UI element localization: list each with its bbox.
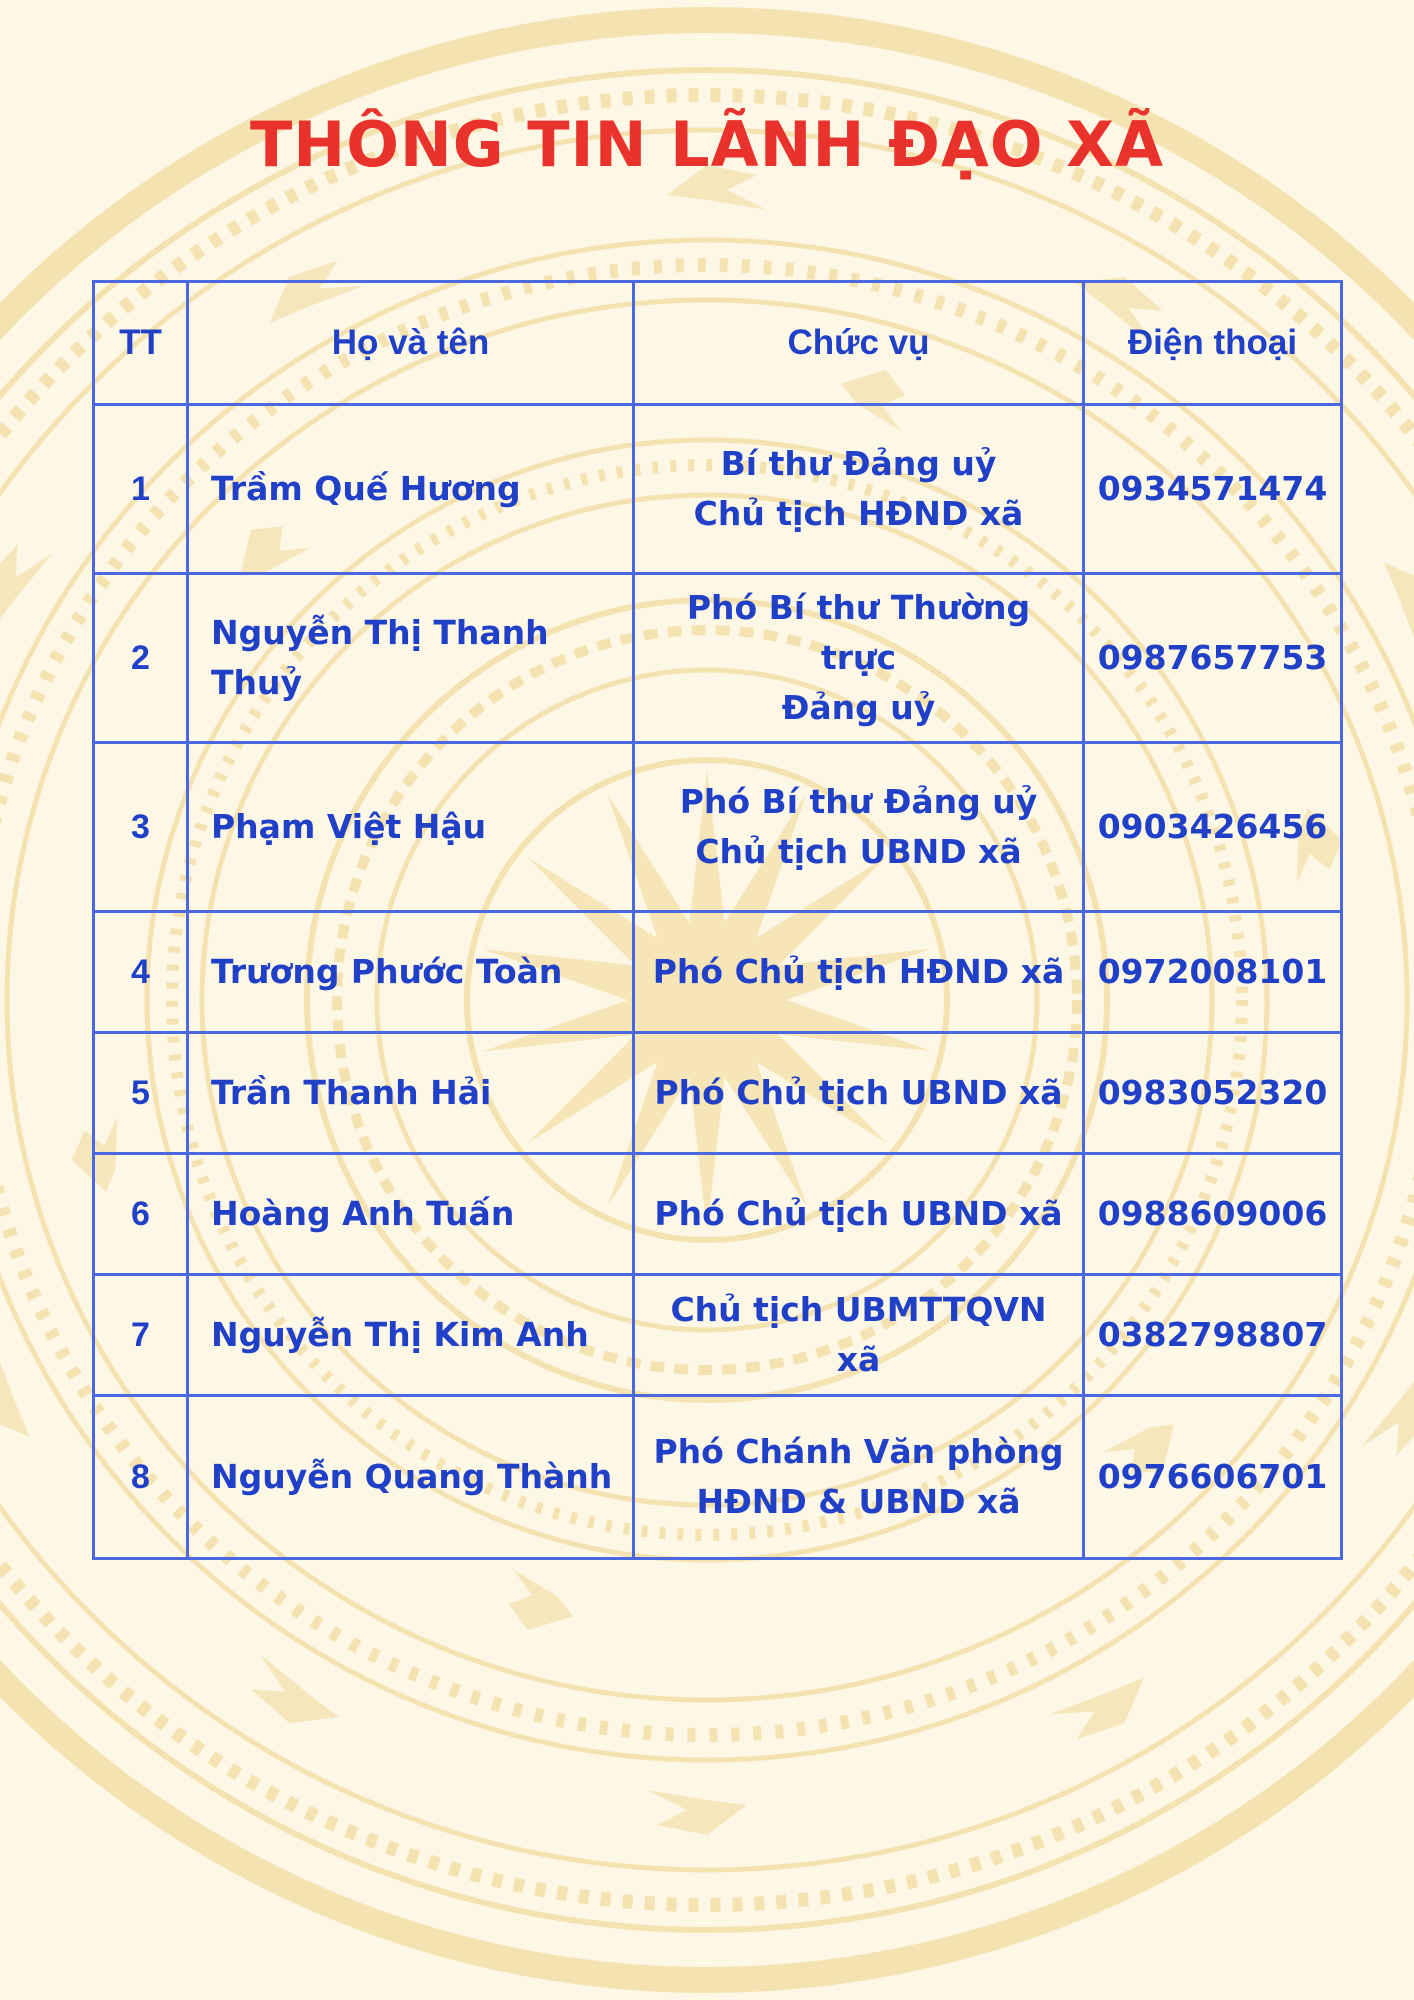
row-number: 6 [94, 1154, 188, 1275]
leader-name: Trầm Quế Hương [188, 405, 634, 574]
position-line: Chủ tịch UBMTTQVN xã [670, 1290, 1047, 1379]
leader-name: Nguyễn Quang Thành [188, 1396, 634, 1559]
leader-name: Phạm Việt Hậu [188, 743, 634, 912]
leader-position [634, 574, 1084, 743]
leader-position [634, 405, 1084, 574]
position-line: Phó Bí thư Thường trực [686, 588, 1031, 677]
leader-phone: 0903426456 [1084, 743, 1342, 912]
table-row [94, 1033, 1342, 1154]
row-number: 1 [94, 405, 188, 574]
leader-position [634, 1396, 1084, 1559]
page-title: THÔNG TIN LÃNH ĐẠO XÃ [250, 108, 1164, 181]
leader-position [634, 743, 1084, 912]
leader-name: Trần Thanh Hải [188, 1033, 634, 1154]
header-name: Họ và tên [188, 282, 634, 405]
row-number: 8 [94, 1396, 188, 1559]
row-number: 4 [94, 912, 188, 1033]
leader-phone: 0976606701 [1084, 1396, 1342, 1559]
table-row [94, 1154, 1342, 1275]
leader-name: Nguyễn Thị Kim Anh [188, 1275, 634, 1396]
leader-name: Hoàng Anh Tuấn [188, 1154, 634, 1275]
header-tt: TT [94, 282, 188, 405]
table-row [94, 1396, 1342, 1559]
position-line: Chủ tịch HĐND xã [693, 494, 1024, 533]
position-line: Đảng uỷ [781, 688, 936, 727]
leader-position [634, 1033, 1084, 1154]
table-header-row [94, 282, 1342, 405]
position-line: Phó Chủ tịch UBND xã [654, 1073, 1063, 1112]
table-row [94, 912, 1342, 1033]
leader-name: Nguyễn Thị Thanh Thuỷ [188, 574, 634, 743]
position-line: Phó Chủ tịch UBND xã [654, 1194, 1063, 1233]
leader-phone: 0972008101 [1084, 912, 1342, 1033]
table-row [94, 1275, 1342, 1396]
leader-phone: 0988609006 [1084, 1154, 1342, 1275]
leader-phone: 0934571474 [1084, 405, 1342, 574]
row-number: 3 [94, 743, 188, 912]
leader-phone: 0983052320 [1084, 1033, 1342, 1154]
position-line: Bí thư Đảng uỷ [720, 444, 997, 483]
header-phone: Điện thoại [1084, 282, 1342, 405]
table-row [94, 405, 1342, 574]
leader-name: Trương Phước Toàn [188, 912, 634, 1033]
position-line: Phó Bí thư Đảng uỷ [679, 782, 1038, 821]
leaders-table [92, 280, 1343, 1560]
leader-position [634, 912, 1084, 1033]
row-number: 2 [94, 574, 188, 743]
row-number: 7 [94, 1275, 188, 1396]
leader-position [634, 1275, 1084, 1396]
position-line: HĐND & UBND xã [696, 1482, 1021, 1521]
position-line: Phó Chủ tịch HĐND xã [652, 952, 1065, 991]
header-position: Chức vụ [634, 282, 1084, 405]
leader-phone: 0382798807 [1084, 1275, 1342, 1396]
table-row [94, 743, 1342, 912]
position-line: Phó Chánh Văn phòng [653, 1432, 1064, 1471]
leader-position [634, 1154, 1084, 1275]
position-line: Chủ tịch UBND xã [695, 832, 1022, 871]
row-number: 5 [94, 1033, 188, 1154]
table-row [94, 574, 1342, 743]
leader-phone: 0987657753 [1084, 574, 1342, 743]
